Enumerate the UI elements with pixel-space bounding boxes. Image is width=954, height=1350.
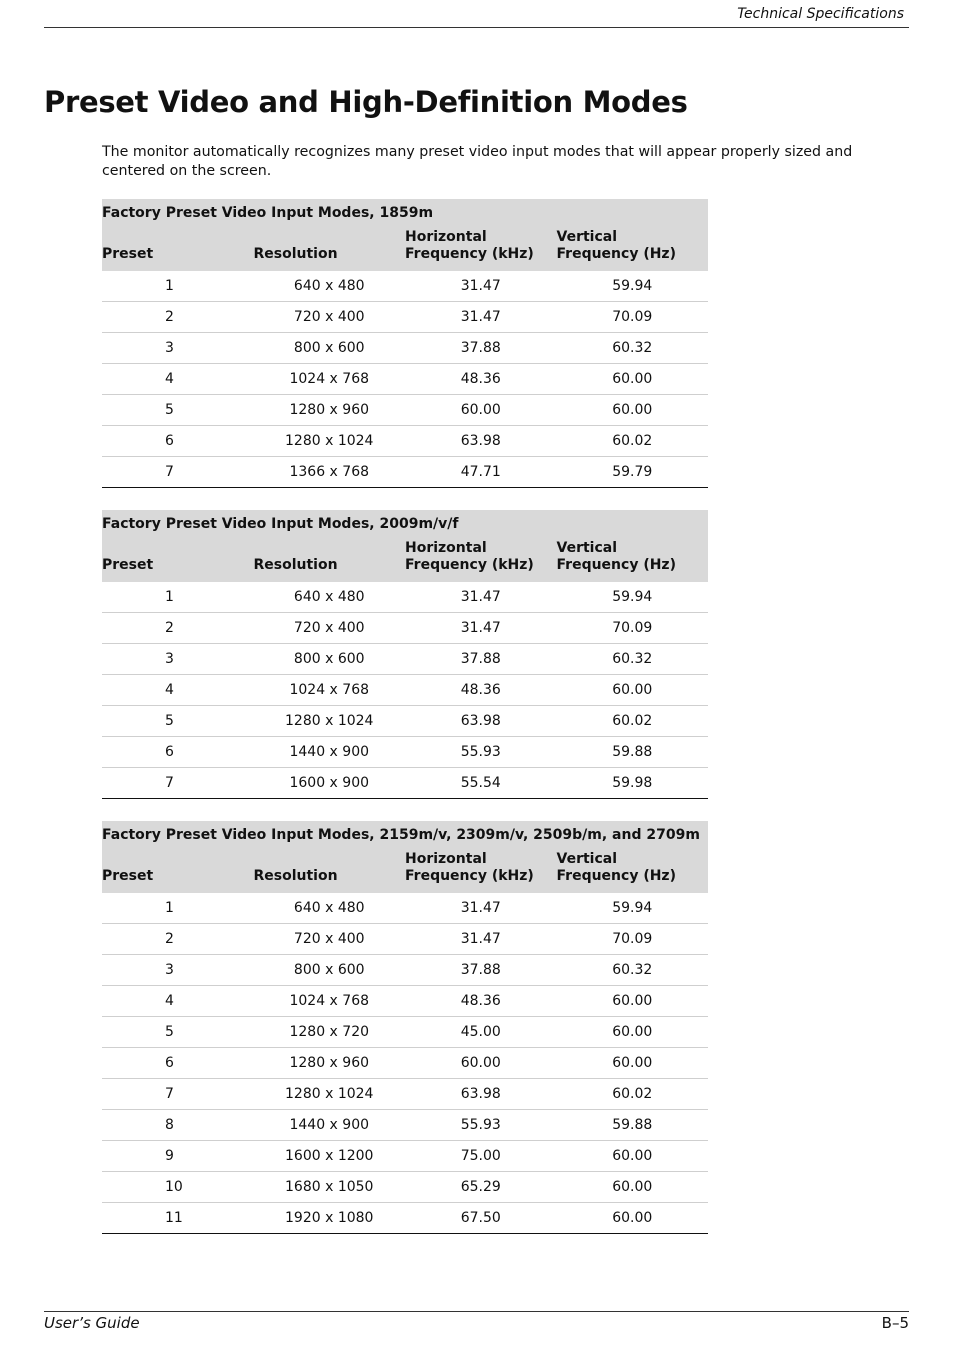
vertical-frequency-cell: 70.09 (557, 302, 709, 333)
preset-cell: 5 (102, 1017, 254, 1048)
horizontal-frequency-cell: 37.88 (405, 333, 557, 364)
resolution-cell: 1280 x 1024 (254, 706, 406, 737)
horizontal-frequency-cell: 55.93 (405, 1110, 557, 1141)
table-body (102, 271, 708, 488)
horizontal-frequency-cell: 37.88 (405, 644, 557, 675)
col-vertical-line1: Vertical (556, 851, 618, 867)
vertical-frequency-cell: 60.00 (557, 986, 709, 1017)
resolution-cell: 1440 x 900 (254, 737, 406, 768)
resolution-cell: 1600 x 900 (254, 768, 406, 799)
table-caption: Factory Preset Video Input Modes, 1859m (102, 199, 708, 223)
vertical-frequency-cell: 60.32 (557, 644, 709, 675)
col-horizontal-line1: Horizontal (405, 851, 487, 867)
vertical-frequency-cell: 60.00 (557, 1017, 709, 1048)
col-horizontal-header (405, 223, 557, 271)
running-header (44, 0, 909, 28)
table-row (102, 302, 708, 333)
col-preset-header: Preset (102, 223, 254, 271)
resolution-cell: 720 x 400 (254, 613, 406, 644)
table-row (102, 1203, 708, 1234)
vertical-frequency-cell: 59.88 (557, 737, 709, 768)
resolution-cell: 1680 x 1050 (254, 1172, 406, 1203)
preset-cell: 5 (102, 706, 254, 737)
resolution-cell: 1280 x 1024 (254, 426, 406, 457)
preset-table-2159m (102, 821, 708, 1234)
col-horizontal-line2: Frequency (kHz) (405, 868, 534, 884)
table-row (102, 644, 708, 675)
horizontal-frequency-cell: 37.88 (405, 955, 557, 986)
intro-paragraph: The monitor automatically recognizes many preset video input modes that will appear properly sized and centered on the screen. (102, 144, 853, 179)
horizontal-frequency-cell: 48.36 (405, 364, 557, 395)
col-preset-header: Preset (102, 845, 254, 893)
horizontal-frequency-cell: 63.98 (405, 426, 557, 457)
vertical-frequency-cell: 60.00 (557, 395, 709, 426)
table-row (102, 1079, 708, 1110)
table-row (102, 582, 708, 613)
resolution-cell: 720 x 400 (254, 924, 406, 955)
table-row (102, 675, 708, 706)
vertical-frequency-cell: 60.32 (557, 955, 709, 986)
col-vertical-line1: Vertical (556, 540, 618, 556)
table-row (102, 1141, 708, 1172)
horizontal-frequency-cell: 60.00 (405, 1048, 557, 1079)
preset-table-2009m (102, 510, 708, 799)
horizontal-frequency-cell: 55.93 (405, 737, 557, 768)
vertical-frequency-cell: 70.09 (557, 613, 709, 644)
preset-cell: 7 (102, 1079, 254, 1110)
col-vertical-line2: Frequency (Hz) (556, 557, 676, 573)
horizontal-frequency-cell: 31.47 (405, 893, 557, 924)
vertical-frequency-cell: 59.94 (557, 271, 709, 302)
resolution-cell: 1600 x 1200 (254, 1141, 406, 1172)
resolution-cell: 1440 x 900 (254, 1110, 406, 1141)
table-row (102, 955, 708, 986)
resolution-cell: 800 x 600 (254, 644, 406, 675)
preset-cell: 4 (102, 675, 254, 706)
col-horizontal-line1: Horizontal (405, 540, 487, 556)
table-row (102, 986, 708, 1017)
vertical-frequency-cell: 60.00 (557, 1172, 709, 1203)
horizontal-frequency-cell: 65.29 (405, 1172, 557, 1203)
table-row (102, 271, 708, 302)
resolution-cell: 1280 x 1024 (254, 1079, 406, 1110)
col-horizontal-line2: Frequency (kHz) (405, 246, 534, 262)
preset-cell: 3 (102, 955, 254, 986)
horizontal-frequency-cell: 31.47 (405, 924, 557, 955)
preset-cell: 2 (102, 302, 254, 333)
col-preset-header: Preset (102, 534, 254, 582)
preset-cell: 7 (102, 768, 254, 799)
col-horizontal-header (405, 534, 557, 582)
horizontal-frequency-cell: 63.98 (405, 1079, 557, 1110)
table-row (102, 737, 708, 768)
table-row (102, 893, 708, 924)
horizontal-frequency-cell: 31.47 (405, 582, 557, 613)
col-horizontal-line2: Frequency (kHz) (405, 557, 534, 573)
resolution-cell: 640 x 480 (254, 582, 406, 613)
preset-cell: 11 (102, 1203, 254, 1234)
col-vertical-line1: Vertical (556, 229, 618, 245)
horizontal-frequency-cell: 31.47 (405, 613, 557, 644)
horizontal-frequency-cell: 47.71 (405, 457, 557, 488)
resolution-cell: 1024 x 768 (254, 675, 406, 706)
table-row (102, 457, 708, 488)
table-row (102, 1017, 708, 1048)
vertical-frequency-cell: 59.88 (557, 1110, 709, 1141)
preset-cell: 3 (102, 333, 254, 364)
preset-table-1859m (102, 199, 708, 488)
vertical-frequency-cell: 60.00 (557, 1203, 709, 1234)
vertical-frequency-cell: 59.94 (557, 893, 709, 924)
col-vertical-header (557, 534, 709, 582)
preset-cell: 3 (102, 644, 254, 675)
resolution-cell: 800 x 600 (254, 333, 406, 364)
preset-cell: 7 (102, 457, 254, 488)
preset-cell: 1 (102, 893, 254, 924)
vertical-frequency-cell: 60.02 (557, 1079, 709, 1110)
col-resolution-header: Resolution (254, 534, 406, 582)
table-row (102, 1048, 708, 1079)
horizontal-frequency-cell: 60.00 (405, 395, 557, 426)
table-row (102, 333, 708, 364)
preset-cell: 1 (102, 582, 254, 613)
table-row (102, 1110, 708, 1141)
vertical-frequency-cell: 60.02 (557, 426, 709, 457)
preset-cell: 2 (102, 924, 254, 955)
section-title: Technical Specifications (737, 6, 904, 22)
col-resolution-header: Resolution (254, 845, 406, 893)
col-horizontal-header (405, 845, 557, 893)
resolution-cell: 1280 x 720 (254, 1017, 406, 1048)
preset-cell: 9 (102, 1141, 254, 1172)
col-vertical-header (557, 845, 709, 893)
resolution-cell: 640 x 480 (254, 893, 406, 924)
preset-cell: 2 (102, 613, 254, 644)
horizontal-frequency-cell: 45.00 (405, 1017, 557, 1048)
horizontal-frequency-cell: 48.36 (405, 675, 557, 706)
table-body (102, 582, 708, 799)
preset-cell: 6 (102, 426, 254, 457)
col-horizontal-line1: Horizontal (405, 229, 487, 245)
horizontal-frequency-cell: 48.36 (405, 986, 557, 1017)
footer-guide-title: User’s Guide (44, 1314, 140, 1332)
vertical-frequency-cell: 60.00 (557, 1048, 709, 1079)
vertical-frequency-cell: 60.00 (557, 675, 709, 706)
table-row (102, 706, 708, 737)
vertical-frequency-cell: 70.09 (557, 924, 709, 955)
vertical-frequency-cell: 60.02 (557, 706, 709, 737)
preset-cell: 6 (102, 737, 254, 768)
vertical-frequency-cell: 60.32 (557, 333, 709, 364)
table-row (102, 924, 708, 955)
resolution-cell: 800 x 600 (254, 955, 406, 986)
vertical-frequency-cell: 60.00 (557, 1141, 709, 1172)
preset-cell: 4 (102, 364, 254, 395)
resolution-cell: 1280 x 960 (254, 395, 406, 426)
table-row (102, 613, 708, 644)
running-footer (44, 1311, 909, 1342)
page-title: Preset Video and High-Definition Modes (44, 85, 688, 119)
horizontal-frequency-cell: 31.47 (405, 271, 557, 302)
table-row (102, 1172, 708, 1203)
preset-cell: 4 (102, 986, 254, 1017)
horizontal-frequency-cell: 67.50 (405, 1203, 557, 1234)
col-vertical-line2: Frequency (Hz) (556, 868, 676, 884)
table-row (102, 426, 708, 457)
horizontal-frequency-cell: 63.98 (405, 706, 557, 737)
vertical-frequency-cell: 59.98 (557, 768, 709, 799)
resolution-cell: 1024 x 768 (254, 364, 406, 395)
preset-cell: 1 (102, 271, 254, 302)
preset-cell: 10 (102, 1172, 254, 1203)
preset-cell: 8 (102, 1110, 254, 1141)
preset-cell: 6 (102, 1048, 254, 1079)
page-number: B–5 (881, 1314, 909, 1332)
resolution-cell: 1920 x 1080 (254, 1203, 406, 1234)
resolution-cell: 1366 x 768 (254, 457, 406, 488)
col-vertical-line2: Frequency (Hz) (556, 246, 676, 262)
vertical-frequency-cell: 59.94 (557, 582, 709, 613)
table-row (102, 768, 708, 799)
vertical-frequency-cell: 59.79 (557, 457, 709, 488)
preset-cell: 5 (102, 395, 254, 426)
table-caption: Factory Preset Video Input Modes, 2159m/v, 2309m/v, 2509b/m, and 2709m (102, 821, 708, 845)
resolution-cell: 1024 x 768 (254, 986, 406, 1017)
resolution-cell: 1280 x 960 (254, 1048, 406, 1079)
horizontal-frequency-cell: 55.54 (405, 768, 557, 799)
table-row (102, 364, 708, 395)
horizontal-frequency-cell: 31.47 (405, 302, 557, 333)
col-resolution-header: Resolution (254, 223, 406, 271)
resolution-cell: 640 x 480 (254, 271, 406, 302)
table-caption: Factory Preset Video Input Modes, 2009m/v/f (102, 510, 708, 534)
table-body (102, 893, 708, 1234)
col-vertical-header (557, 223, 709, 271)
vertical-frequency-cell: 60.00 (557, 364, 709, 395)
horizontal-frequency-cell: 75.00 (405, 1141, 557, 1172)
table-row (102, 395, 708, 426)
resolution-cell: 720 x 400 (254, 302, 406, 333)
